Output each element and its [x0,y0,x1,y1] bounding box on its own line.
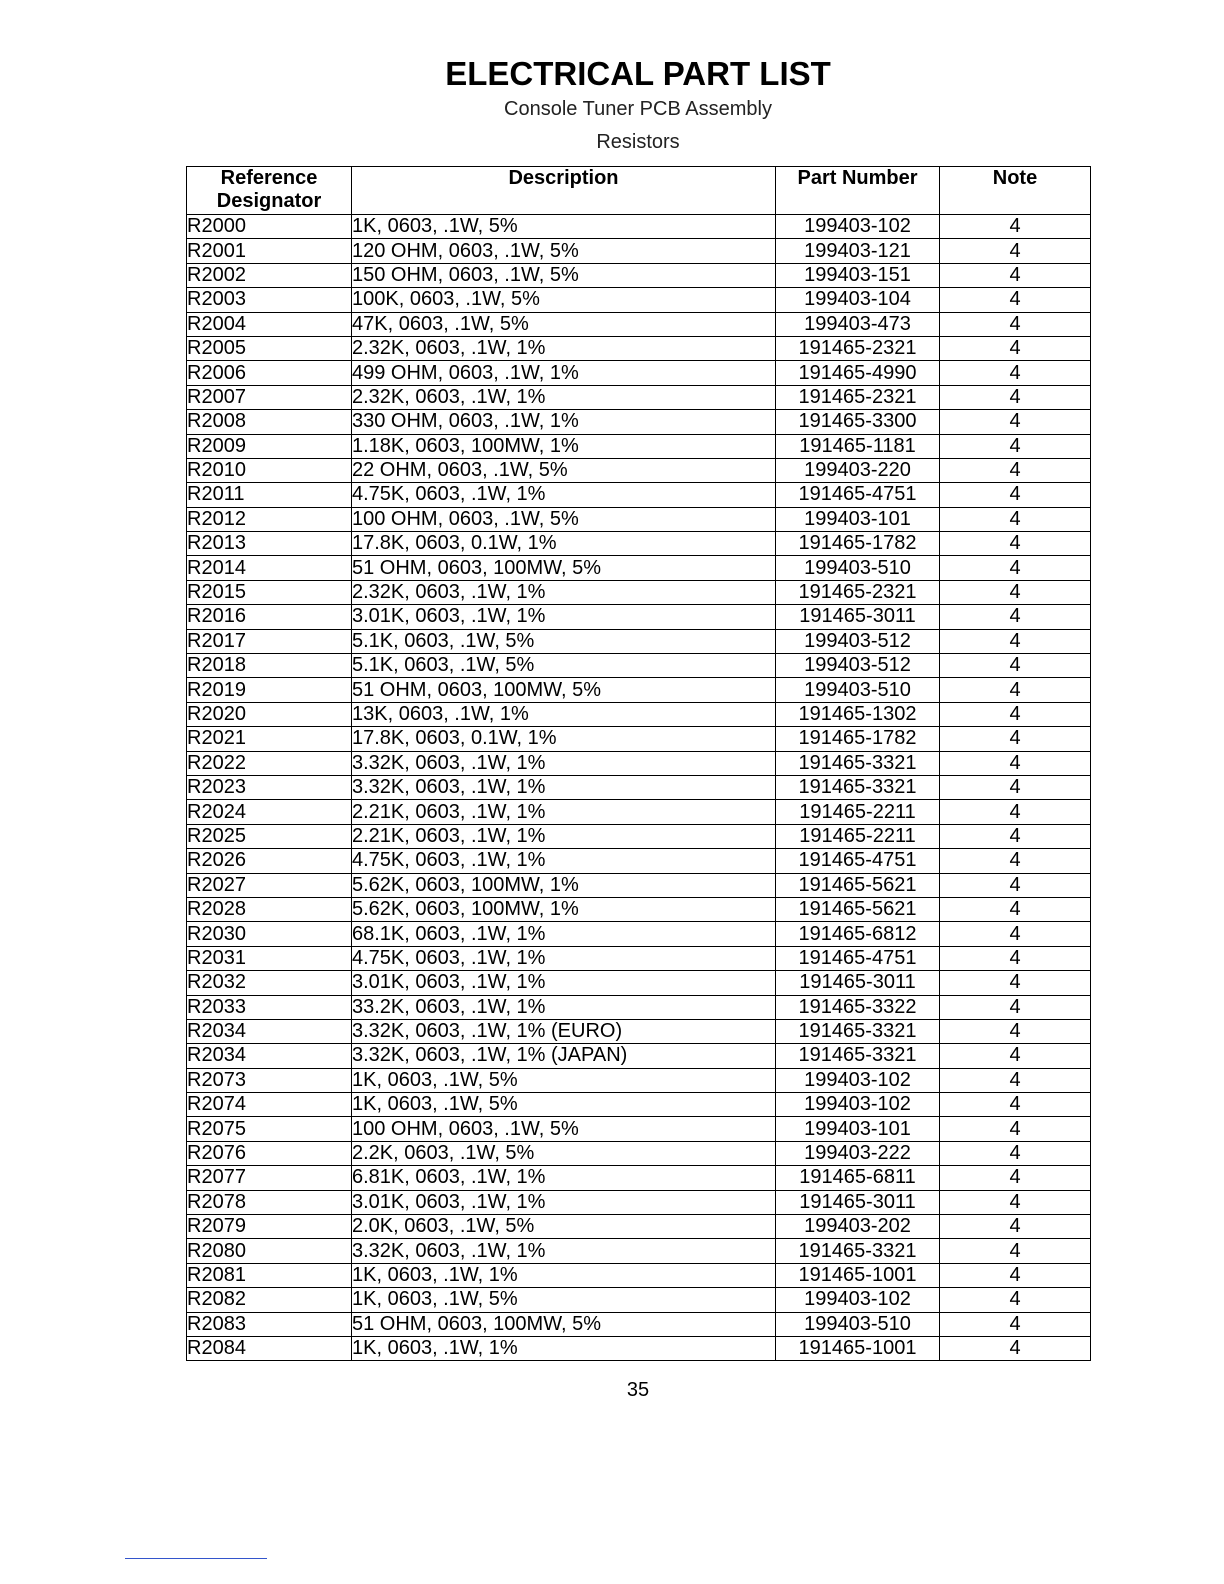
table-row [187,1019,1091,1043]
cell-reference: R2024 [187,800,352,824]
cell-description: 5.1K, 0603, .1W, 5% [352,629,776,653]
page-title: ELECTRICAL PART LIST [445,55,831,92]
cell-description: 2.32K, 0603, .1W, 1% [352,580,776,604]
cell-reference: R2012 [187,507,352,531]
header-reference-designator [187,167,352,215]
assembly-subtitle: Console Tuner PCB Assembly [504,98,772,120]
cell-note: 4 [940,263,1091,287]
cell-description: 100 OHM, 0603, .1W, 5% [352,507,776,531]
table-row [187,336,1091,360]
cell-part-number: 191465-1181 [776,434,940,458]
cell-description: 5.1K, 0603, .1W, 5% [352,654,776,678]
cell-description: 100 OHM, 0603, .1W, 5% [352,1117,776,1141]
cell-reference: R2006 [187,361,352,385]
cell-part-number: 191465-5621 [776,873,940,897]
cell-note: 4 [940,775,1091,799]
cell-part-number: 191465-3011 [776,1190,940,1214]
cell-note: 4 [940,532,1091,556]
cell-description: 330 OHM, 0603, .1W, 1% [352,410,776,434]
table-row [187,507,1091,531]
page-number: 35 [626,1379,650,1401]
cell-reference: R2000 [187,215,352,239]
cell-note: 4 [940,922,1091,946]
table-row [187,385,1091,409]
cell-description: 5.62K, 0603, 100MW, 1% [352,897,776,921]
cell-note: 4 [940,556,1091,580]
cell-reference: R2002 [187,263,352,287]
cell-description: 13K, 0603, .1W, 1% [352,702,776,726]
cell-note: 4 [940,1190,1091,1214]
cell-description: 3.01K, 0603, .1W, 1% [352,605,776,629]
cell-note: 4 [940,1263,1091,1287]
cell-reference: R2016 [187,605,352,629]
cell-description: 1.18K, 0603, 100MW, 1% [352,434,776,458]
cell-reference: R2023 [187,775,352,799]
cell-reference: R2077 [187,1166,352,1190]
cell-reference: R2014 [187,556,352,580]
cell-note: 4 [940,800,1091,824]
table-row [187,824,1091,848]
cell-reference: R2005 [187,336,352,360]
cell-part-number: 199403-151 [776,263,940,287]
cell-description: 1K, 0603, .1W, 1% [352,1263,776,1287]
cell-reference: R2075 [187,1117,352,1141]
table-row [187,1117,1091,1141]
cell-part-number: 199403-102 [776,1288,940,1312]
cell-note: 4 [940,288,1091,312]
cell-reference: R2032 [187,971,352,995]
cell-note: 4 [940,1166,1091,1190]
cell-note: 4 [940,336,1091,360]
table-header-row [187,167,1091,215]
cell-note: 4 [940,1044,1091,1068]
cell-note: 4 [940,946,1091,970]
cell-note: 4 [940,849,1091,873]
header-note: Note [940,167,1091,215]
cell-note: 4 [940,629,1091,653]
table-row [187,288,1091,312]
header-description: Description [352,167,776,215]
cell-note: 4 [940,873,1091,897]
table-row [187,1215,1091,1239]
table-row [187,849,1091,873]
cell-reference: R2076 [187,1141,352,1165]
cell-description: 3.01K, 0603, .1W, 1% [352,971,776,995]
cell-part-number: 191465-2211 [776,800,940,824]
table-row [187,1239,1091,1263]
cell-description: 17.8K, 0603, 0.1W, 1% [352,532,776,556]
table-row [187,897,1091,921]
table-row [187,215,1091,239]
table-row [187,1093,1091,1117]
cell-description: 120 OHM, 0603, .1W, 5% [352,239,776,263]
cell-description: 17.8K, 0603, 0.1W, 1% [352,727,776,751]
cell-part-number: 199403-102 [776,215,940,239]
cell-part-number: 199403-102 [776,1068,940,1092]
cell-reference: R2011 [187,483,352,507]
cell-description: 47K, 0603, .1W, 5% [352,312,776,336]
cell-note: 4 [940,605,1091,629]
cell-part-number: 191465-4751 [776,849,940,873]
cell-note: 4 [940,1312,1091,1336]
cell-part-number: 191465-2321 [776,385,940,409]
cell-note: 4 [940,1336,1091,1360]
cell-reference: R2084 [187,1336,352,1360]
table-row [187,239,1091,263]
cell-note: 4 [940,458,1091,482]
cell-description: 68.1K, 0603, .1W, 1% [352,922,776,946]
cell-description: 3.32K, 0603, .1W, 1% (JAPAN) [352,1044,776,1068]
table-row [187,995,1091,1019]
cell-reference: R2009 [187,434,352,458]
table-row [187,605,1091,629]
cell-note: 4 [940,385,1091,409]
cell-reference: R2079 [187,1215,352,1239]
cell-reference: R2025 [187,824,352,848]
table-row [187,727,1091,751]
cell-reference: R2003 [187,288,352,312]
cell-note: 4 [940,1239,1091,1263]
cell-description: 1K, 0603, .1W, 5% [352,215,776,239]
cell-part-number: 191465-6812 [776,922,940,946]
cell-description: 1K, 0603, .1W, 5% [352,1288,776,1312]
table-row [187,1068,1091,1092]
cell-note: 4 [940,751,1091,775]
cell-note: 4 [940,239,1091,263]
cell-reference: R2031 [187,946,352,970]
cell-reference: R2007 [187,385,352,409]
section-heading: Resistors [596,131,680,153]
cell-part-number: 199403-121 [776,239,940,263]
cell-reference: R2004 [187,312,352,336]
table-row [187,1288,1091,1312]
cell-description: 150 OHM, 0603, .1W, 5% [352,263,776,287]
cell-description: 33.2K, 0603, .1W, 1% [352,995,776,1019]
header-ref-line1: Reference [220,167,318,189]
cell-part-number: 199403-510 [776,678,940,702]
table-row [187,580,1091,604]
table-row [187,1190,1091,1214]
cell-reference: R2034 [187,1019,352,1043]
table-row [187,678,1091,702]
cell-description: 4.75K, 0603, .1W, 1% [352,483,776,507]
cell-part-number: 191465-5621 [776,897,940,921]
cell-reference: R2001 [187,239,352,263]
cell-note: 4 [940,507,1091,531]
cell-note: 4 [940,1215,1091,1239]
cell-part-number: 199403-512 [776,654,940,678]
cell-reference: R2033 [187,995,352,1019]
cell-part-number: 191465-4751 [776,483,940,507]
cell-reference: R2022 [187,751,352,775]
cell-reference: R2074 [187,1093,352,1117]
cell-part-number: 191465-2321 [776,336,940,360]
cell-reference: R2028 [187,897,352,921]
cell-description: 3.01K, 0603, .1W, 1% [352,1190,776,1214]
cell-note: 4 [940,1141,1091,1165]
cell-reference: R2080 [187,1239,352,1263]
cell-part-number: 191465-1001 [776,1336,940,1360]
table-row [187,458,1091,482]
cell-description: 1K, 0603, .1W, 1% [352,1336,776,1360]
cell-reference: R2018 [187,654,352,678]
table-row [187,1312,1091,1336]
cell-part-number: 199403-202 [776,1215,940,1239]
table-row [187,1044,1091,1068]
cell-description: 4.75K, 0603, .1W, 1% [352,946,776,970]
cell-part-number: 191465-3321 [776,775,940,799]
cell-part-number: 191465-6811 [776,1166,940,1190]
cell-part-number: 199403-510 [776,1312,940,1336]
table-row [187,1263,1091,1287]
cell-part-number: 191465-1302 [776,702,940,726]
table-row [187,361,1091,385]
cell-note: 4 [940,678,1091,702]
cell-part-number: 199403-101 [776,1117,940,1141]
cell-note: 4 [940,897,1091,921]
cell-note: 4 [940,824,1091,848]
cell-description: 51 OHM, 0603, 100MW, 5% [352,1312,776,1336]
cell-reference: R2073 [187,1068,352,1092]
cell-description: 3.32K, 0603, .1W, 1% [352,751,776,775]
cell-part-number: 199403-102 [776,1093,940,1117]
header-ref-line2: Designator [216,190,322,212]
table-row [187,800,1091,824]
cell-description: 51 OHM, 0603, 100MW, 5% [352,556,776,580]
cell-note: 4 [940,702,1091,726]
cell-reference: R2078 [187,1190,352,1214]
table-row [187,922,1091,946]
table-row [187,971,1091,995]
cell-description: 100K, 0603, .1W, 5% [352,288,776,312]
cell-note: 4 [940,971,1091,995]
table-row [187,873,1091,897]
cell-reference: R2083 [187,1312,352,1336]
cell-note: 4 [940,410,1091,434]
cell-part-number: 191465-4751 [776,946,940,970]
cell-part-number: 199403-101 [776,507,940,531]
cell-description: 4.75K, 0603, .1W, 1% [352,849,776,873]
cell-description: 2.0K, 0603, .1W, 5% [352,1215,776,1239]
cell-note: 4 [940,361,1091,385]
cell-reference: R2034 [187,1044,352,1068]
cell-reference: R2081 [187,1263,352,1287]
cell-note: 4 [940,434,1091,458]
cell-description: 2.32K, 0603, .1W, 1% [352,336,776,360]
cell-reference: R2010 [187,458,352,482]
cell-part-number: 191465-3011 [776,605,940,629]
cell-description: 51 OHM, 0603, 100MW, 5% [352,678,776,702]
cell-part-number: 191465-3011 [776,971,940,995]
table-row [187,654,1091,678]
cell-part-number: 199403-512 [776,629,940,653]
cell-part-number: 191465-3321 [776,751,940,775]
cell-part-number: 191465-3321 [776,1239,940,1263]
parts-table [186,166,1091,1361]
cell-note: 4 [940,727,1091,751]
table-row [187,312,1091,336]
cell-reference: R2020 [187,702,352,726]
cell-note: 4 [940,1068,1091,1092]
cell-description: 3.32K, 0603, .1W, 1% (EURO) [352,1019,776,1043]
cell-description: 3.32K, 0603, .1W, 1% [352,775,776,799]
table-row [187,434,1091,458]
cell-part-number: 191465-4990 [776,361,940,385]
cell-description: 3.32K, 0603, .1W, 1% [352,1239,776,1263]
table-row [187,702,1091,726]
cell-description: 1K, 0603, .1W, 5% [352,1093,776,1117]
cell-part-number: 199403-220 [776,458,940,482]
cell-reference: R2027 [187,873,352,897]
cell-description: 6.81K, 0603, .1W, 1% [352,1166,776,1190]
cell-part-number: 199403-222 [776,1141,940,1165]
cell-note: 4 [940,483,1091,507]
cell-reference: R2019 [187,678,352,702]
table-row [187,532,1091,556]
table-row [187,946,1091,970]
cell-part-number: 191465-3300 [776,410,940,434]
cell-description: 2.32K, 0603, .1W, 1% [352,385,776,409]
cell-note: 4 [940,995,1091,1019]
cell-note: 4 [940,1019,1091,1043]
cell-part-number: 191465-3321 [776,1044,940,1068]
footer-rule [125,1558,267,1559]
table-row [187,483,1091,507]
parts-table-body [187,215,1091,1361]
table-row [187,1141,1091,1165]
cell-reference: R2026 [187,849,352,873]
table-row [187,410,1091,434]
cell-part-number: 191465-1782 [776,727,940,751]
header-part-number: Part Number [776,167,940,215]
cell-part-number: 191465-1782 [776,532,940,556]
cell-note: 4 [940,1093,1091,1117]
cell-reference: R2021 [187,727,352,751]
cell-description: 2.21K, 0603, .1W, 1% [352,800,776,824]
cell-reference: R2015 [187,580,352,604]
table-row [187,751,1091,775]
cell-part-number: 191465-1001 [776,1263,940,1287]
cell-note: 4 [940,215,1091,239]
cell-part-number: 191465-2321 [776,580,940,604]
cell-reference: R2017 [187,629,352,653]
table-row [187,1166,1091,1190]
cell-note: 4 [940,580,1091,604]
cell-description: 2.2K, 0603, .1W, 5% [352,1141,776,1165]
cell-description: 499 OHM, 0603, .1W, 1% [352,361,776,385]
cell-description: 1K, 0603, .1W, 5% [352,1068,776,1092]
cell-description: 5.62K, 0603, 100MW, 1% [352,873,776,897]
cell-note: 4 [940,312,1091,336]
cell-reference: R2008 [187,410,352,434]
cell-part-number: 199403-510 [776,556,940,580]
cell-reference: R2030 [187,922,352,946]
cell-description: 22 OHM, 0603, .1W, 5% [352,458,776,482]
cell-reference: R2082 [187,1288,352,1312]
table-row [187,775,1091,799]
cell-note: 4 [940,654,1091,678]
cell-description: 2.21K, 0603, .1W, 1% [352,824,776,848]
cell-part-number: 191465-3321 [776,1019,940,1043]
table-row [187,263,1091,287]
cell-note: 4 [940,1288,1091,1312]
table-row [187,556,1091,580]
cell-reference: R2013 [187,532,352,556]
cell-part-number: 199403-473 [776,312,940,336]
cell-part-number: 199403-104 [776,288,940,312]
table-row [187,1336,1091,1360]
table-row [187,629,1091,653]
cell-note: 4 [940,1117,1091,1141]
cell-part-number: 191465-3322 [776,995,940,1019]
cell-part-number: 191465-2211 [776,824,940,848]
